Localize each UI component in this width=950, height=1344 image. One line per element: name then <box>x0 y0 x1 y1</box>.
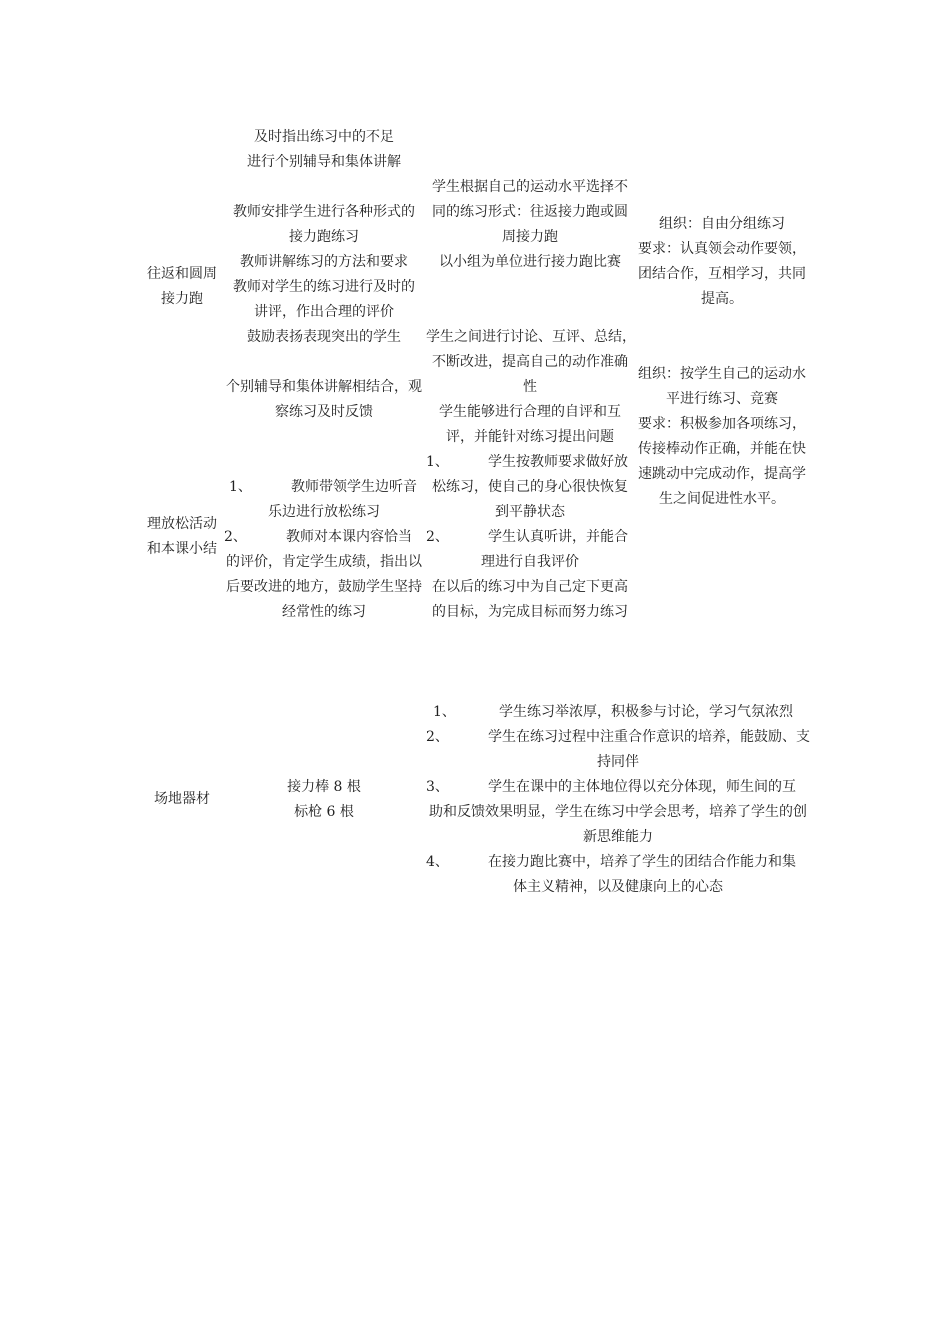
section3-label: 场地器材 <box>154 791 210 807</box>
section2-label: 理放松活动 和本课小结 <box>147 516 217 557</box>
section1-label: 往返和圆周 接力跑 <box>147 266 217 307</box>
